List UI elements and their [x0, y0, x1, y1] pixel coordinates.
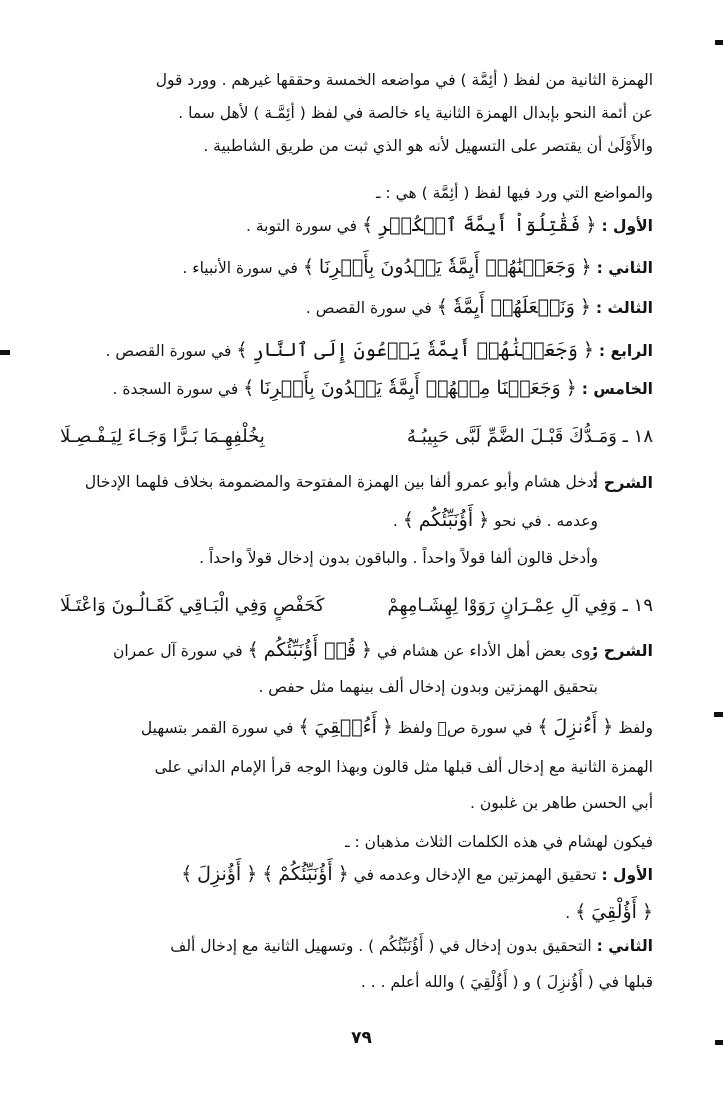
- quran-word: أَؤُنزِلَ: [197, 863, 242, 885]
- quran-verse: وَجَعَلۡنَٰهُمۡ أَيِمَّةٗ يَهۡدُونَ بِأَمۡرِنَا: [318, 256, 576, 278]
- quran-verse: فَقَٰتِلُوٓاْ أَيِمَّةَ ٱلۡكُفۡرِ: [378, 214, 581, 236]
- scan-edge-mark: [715, 1040, 723, 1045]
- ornate-bracket-close: ﴾: [236, 339, 248, 361]
- quran-verse: وَنَجۡعَلَهُمۡ أَيِمَّةٗ: [452, 296, 575, 318]
- ornate-bracket-open: ﴿: [602, 716, 614, 738]
- scan-edge-mark: [0, 350, 10, 355]
- sharh-label: الشرح :: [591, 641, 653, 660]
- place-2: [182, 257, 653, 278]
- quran-verse: وَجَعَلۡنَا مِنۡهُمۡ أَيِمَّةٗ يَهۡدُونَ بِأَمۡرِنَا: [259, 377, 561, 399]
- place-4: [106, 340, 653, 361]
- quran-word: أَؤُنَبِّئُكُمْ: [278, 863, 333, 885]
- ornate-bracket-open: ﴿: [565, 377, 577, 399]
- quran-verse: وَجَعَلۡنَٰهُمۡ أَيِمَّةٗ يَدۡعُونَ إِلَى ٱلنَّارِ: [252, 339, 578, 361]
- sharh2-line-5: أبي الحسن طاهر بن غلبون .: [470, 794, 653, 812]
- ornate-bracket-close: ﴾: [262, 863, 274, 885]
- ornate-bracket-close: ﴾: [575, 901, 587, 923]
- ornate-bracket-close: ﴾: [298, 716, 310, 738]
- ornate-bracket-open: ﴿: [246, 863, 258, 885]
- intro-line-3: والأَوْلَىٰ أن يقتصر على التسهيل لأنه هو الذي ثبت من طريق الشاطبية .: [203, 137, 653, 155]
- ornate-bracket-open: ﴿: [337, 863, 349, 885]
- ornate-bracket-close: ﴾: [243, 377, 255, 399]
- place-label: الثاني :: [596, 259, 653, 277]
- quran-word: أَؤُنَبِّئُكُم: [418, 509, 474, 531]
- ornate-bracket-open: ﴿: [478, 509, 490, 531]
- sharh1-line-1: أدخل هشام وأبو عمرو ألفا بين الهمزة المفتوحة والمضمومة بخلاف فلهما الإدخال: [84, 473, 598, 491]
- quran-word: أَءُلۡقِيَ: [314, 716, 377, 738]
- page-number: ٧٩: [351, 1028, 372, 1048]
- verse-19-second-hemistich: كَحَفْصٍ وَفِي الْبَـاقِي كَقَـالُـونَ وَاعْتَـلَا: [60, 595, 325, 616]
- ornate-bracket-open: ﴿: [641, 901, 653, 923]
- second-label: الثاني :: [596, 937, 653, 955]
- sharh2-line-2: بتحقيق الهمزتين وبدون إدخال ألف بينهما مثل حفص .: [258, 678, 598, 696]
- place-3: [306, 297, 653, 318]
- verse-18-first-hemistich: ١٨ ـ وَمَـدُّكَ قَبْـلَ الضَّمِّ لَبَّى حَبِيبُـهُ: [406, 426, 653, 447]
- sharh2-line-4: الهمزة الثانية مع إدخال ألف قبلها مثل قالون وبهذا الوجه قرأ الإمام الداني على: [154, 758, 653, 776]
- ornate-bracket-open: ﴿: [582, 339, 594, 361]
- sharh2-text: في سورة القمر بتسهيل: [140, 719, 294, 737]
- surah-ref: في سورة القصص .: [305, 299, 432, 317]
- quran-word: قُلۡ أَؤُنَبِّئُكُم: [263, 639, 356, 661]
- hisham-second-line-1: [170, 936, 653, 956]
- intro-line-2: عن أئمة النحو بإبدال الهمزة الثانية ياء خالصة في لفظ ( أئِمَّـة ) لأهل سما .: [178, 104, 653, 122]
- sharh2-text: في سورة آل عمران: [112, 642, 243, 660]
- hisham-first-line-2: [565, 902, 653, 923]
- place-5: [112, 378, 653, 399]
- verse-19-first-hemistich: ١٩ ـ وَفِي آلِ عِمْـرَانٍ رَوَوْا لِهِشَـامِهِمْ: [387, 595, 653, 616]
- sharh1-line-2: [393, 510, 598, 531]
- period: .: [392, 512, 398, 530]
- hisham-first-line-1: [181, 864, 653, 885]
- sharh-label: الشرح :: [591, 473, 653, 492]
- sharh2-text: ولفظ: [618, 719, 653, 737]
- scan-edge-mark: [715, 40, 723, 45]
- sharh2-line-1: [113, 640, 598, 661]
- ornate-bracket-close: ﴾: [436, 296, 448, 318]
- ornate-bracket-open: ﴿: [585, 214, 597, 236]
- hisham-text: التحقيق بدون إدخال في ( أَؤُنَبِّئُكُم ) . وتسهيل الثانية مع إدخال ألف: [170, 937, 592, 955]
- ornate-bracket-open: ﴿: [580, 256, 592, 278]
- place-1: [246, 215, 653, 236]
- sharh2-line-3: [141, 717, 653, 738]
- place-label: الرابع :: [598, 342, 653, 360]
- place-label: الثالث :: [595, 299, 653, 317]
- ornate-bracket-close: ﴾: [361, 214, 374, 236]
- ornate-bracket-close: ﴾: [302, 256, 314, 278]
- intro-line-1: الهمزة الثانية من لفظ ( أئِمَّة ) في مواضعه الخمسة وحققها غيرهم . وورد قول: [155, 71, 653, 89]
- ornate-bracket-close: ﴾: [181, 863, 193, 885]
- surah-ref: في سورة التوبة .: [246, 217, 357, 235]
- ornate-bracket-open: ﴿: [360, 639, 373, 661]
- surah-ref: في سورة الأنبياء .: [182, 259, 298, 277]
- places-intro: والمواضع التي ورد فيها لفظ ( أئِمَّة ) هي : ـ: [375, 184, 653, 202]
- hisham-intro: فيكون لهشام في هذه الكلمات الثلاث مذهبان : ـ: [345, 833, 653, 851]
- quran-word: أَؤُلْقِيَ: [591, 901, 637, 923]
- ornate-bracket-open: ﴿: [579, 296, 591, 318]
- ornate-bracket-close: ﴾: [537, 716, 549, 738]
- hisham-second-line-2: قبلها في ( أَؤُنزِلَ ) و ( أَؤُلْقِيَ ) والله أعلم . . .: [360, 973, 653, 991]
- first-label: الأول :: [601, 866, 653, 884]
- scan-edge-mark: [714, 712, 723, 717]
- sharh1-line-3: وأدخل قالون ألفا قولاً واحداً . والباقون بدون إدخال قولاً واحداً .: [199, 549, 598, 567]
- ornate-bracket-close: ﴾: [247, 639, 259, 661]
- sharh2-text: روى بعض أهل الأداء عن هشام في: [376, 642, 598, 660]
- quran-word: أَءُنزِلَ: [553, 716, 598, 738]
- place-label: الخامس :: [581, 380, 653, 398]
- place-label: الأول :: [601, 217, 653, 235]
- ornate-bracket-close: ﴾: [402, 509, 414, 531]
- sharh1-text: وعدمه . في نحو: [494, 512, 598, 530]
- ornate-bracket-open: ﴿: [381, 716, 393, 738]
- surah-ref: في سورة السجدة .: [112, 380, 239, 398]
- surah-ref: في سورة القصص .: [105, 342, 232, 360]
- sharh2-text: في سورة صۤ ولفظ: [397, 719, 533, 737]
- hisham-text: تحقيق الهمزتين مع الإدخال وعدمه في: [353, 866, 597, 884]
- period: .: [565, 904, 571, 922]
- verse-18-second-hemistich: بِخُلْفِهِـمَا بَـرًّا وَجَـاءَ لِيَـفْـصِـلَا: [60, 426, 265, 447]
